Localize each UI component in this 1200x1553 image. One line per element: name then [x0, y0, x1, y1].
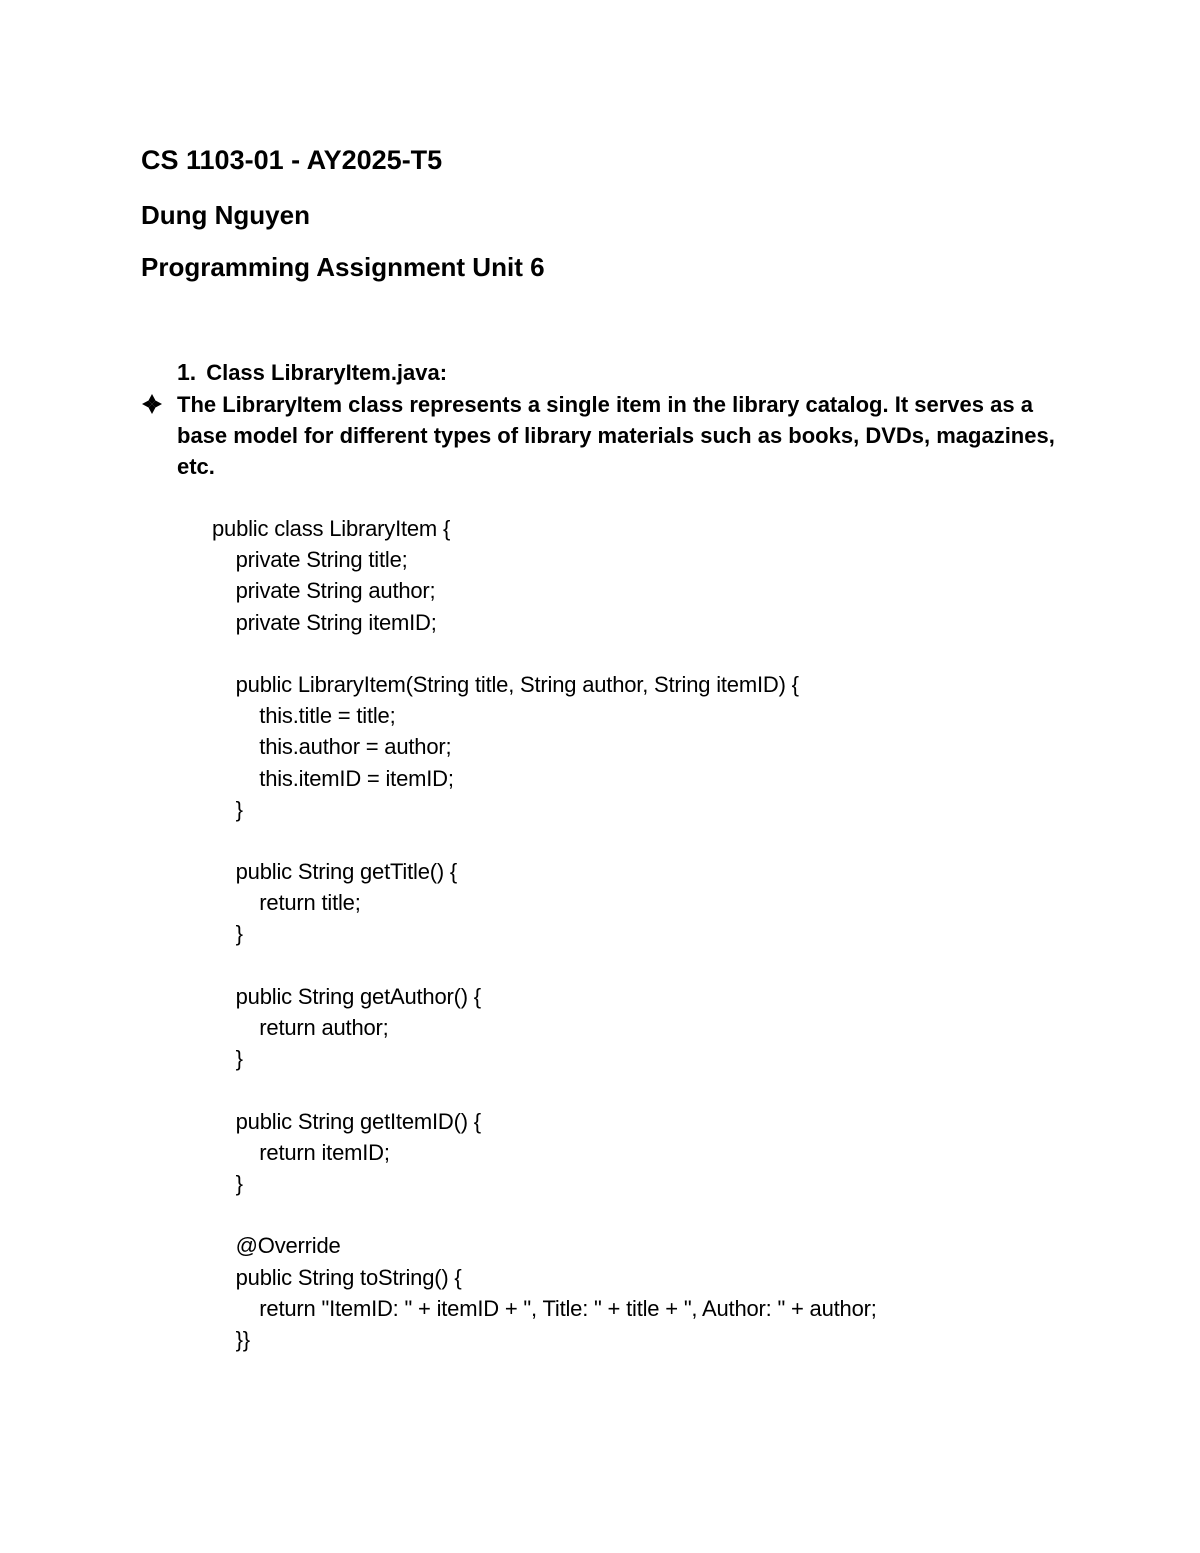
- code-line: private String itemID;: [212, 609, 437, 635]
- code-line: }: [212, 796, 243, 822]
- code-line: }: [212, 1170, 243, 1196]
- code-line: private String title;: [212, 547, 408, 573]
- code-line: public String getTitle() {: [212, 859, 458, 885]
- code-line: return itemID;: [212, 1139, 390, 1165]
- code-line: @Override: [212, 1233, 341, 1259]
- code-line: this.title = title;: [212, 703, 396, 729]
- code-line: public String getItemID() {: [212, 1108, 481, 1134]
- code-line: [212, 950, 877, 981]
- code-line: private String author;: [212, 578, 436, 604]
- diamond-bullet-icon: [141, 393, 163, 415]
- section-title: Class LibraryItem.java:: [206, 360, 448, 385]
- code-block: [212, 513, 877, 1355]
- code-line: public String toString() {: [212, 1264, 462, 1290]
- code-line: }: [212, 921, 243, 947]
- assignment-title: Programming Assignment Unit 6: [141, 252, 545, 282]
- author-name: Dung Nguyen: [141, 200, 310, 230]
- code-line: [212, 825, 877, 856]
- code-line: public String getAuthor() {: [212, 983, 481, 1009]
- section-number: 1.: [177, 359, 197, 385]
- code-line: [212, 638, 877, 669]
- code-line: [212, 1199, 877, 1230]
- code-line: [212, 1074, 877, 1105]
- code-line: this.itemID = itemID;: [212, 765, 454, 791]
- section-description: The LibraryItem class represents a single item in the library catalog. It serves as a base model for different types of library materials such as books, DVDs, magazines, etc.: [177, 392, 1055, 479]
- code-line: public class LibraryItem {: [212, 516, 451, 541]
- code-line: return "ItemID: " + itemID + ", Title: " + title + ", Author: " + author;: [212, 1295, 877, 1321]
- code-line: return author;: [212, 1015, 389, 1040]
- code-line: this.author = author;: [212, 734, 452, 760]
- code-line: public LibraryItem(String title, String author, String itemID) {: [212, 671, 799, 697]
- code-line: return title;: [212, 890, 361, 916]
- code-line: }: [212, 1046, 243, 1072]
- section-heading: [177, 357, 447, 388]
- course-title: CS 1103-01 - AY2025-T5: [141, 145, 443, 175]
- code-line: }}: [212, 1326, 250, 1352]
